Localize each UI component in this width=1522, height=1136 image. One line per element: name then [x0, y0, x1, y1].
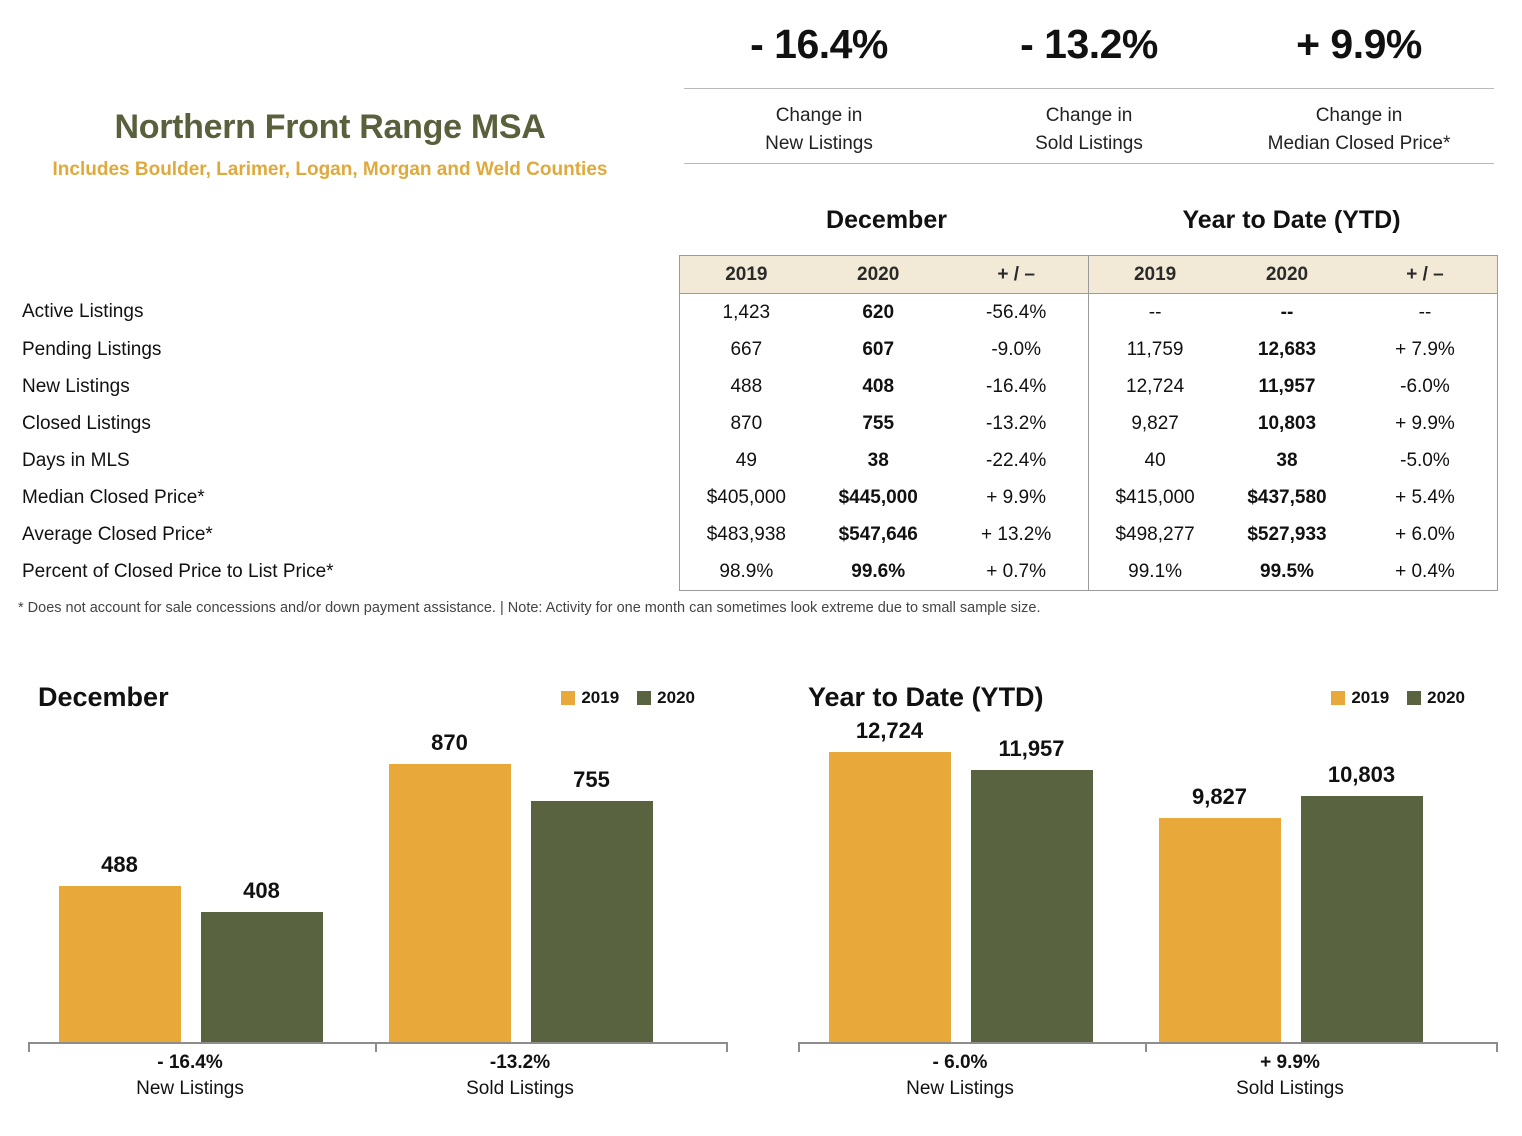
- chart-title: Year to Date (YTD): [808, 682, 1044, 712]
- legend-item-2020: [637, 688, 695, 708]
- row-label: Median Closed Price*: [22, 486, 205, 508]
- chart-ytd: [790, 660, 1520, 1130]
- highlight-label-line1: Change in: [1045, 105, 1133, 126]
- table-header-row: [18, 256, 1498, 294]
- cell-ytd-2019: 40: [1144, 449, 1166, 471]
- bar-value-label: 408: [243, 878, 280, 903]
- cell-ytd-2019: 12,724: [1126, 375, 1185, 397]
- period-header-december: December: [826, 206, 947, 234]
- cell-ytd-2019: 11,759: [1126, 338, 1184, 360]
- cell-ytd-2019: 99.1%: [1089, 553, 1221, 591]
- row-label: Closed Listings: [22, 412, 151, 434]
- divider: [684, 163, 1494, 164]
- table-row: [18, 516, 1498, 553]
- x-label-change: -13.2%: [489, 1052, 551, 1073]
- cell-dec-change: -13.2%: [944, 405, 1089, 442]
- table-row: [18, 405, 1498, 442]
- column-header-ytd-2019: 2019: [1089, 256, 1221, 294]
- cell-ytd-2020: 38: [1276, 449, 1298, 471]
- cell-ytd-change: + 9.9%: [1353, 405, 1498, 442]
- cell-dec-2020: $445,000: [838, 486, 918, 508]
- cell-dec-change: -9.0%: [944, 331, 1089, 368]
- cell-dec-2019: 667: [680, 331, 812, 368]
- bar-value-label: 870: [431, 730, 468, 755]
- highlight-stat: [954, 22, 1224, 67]
- axis-tick: [798, 1042, 800, 1052]
- title-block: [0, 108, 660, 183]
- highlight-stat: [684, 22, 954, 67]
- row-label: Average Closed Price*: [22, 523, 213, 545]
- cell-dec-2020: 620: [862, 301, 895, 323]
- highlight-label-line2: Median Closed Price*: [1267, 132, 1451, 154]
- highlight-label: [1224, 96, 1494, 167]
- cell-dec-2020: $547,646: [838, 523, 918, 545]
- bar-group-sold-listings: [1148, 722, 1433, 1042]
- cell-dec-2020: 607: [862, 338, 895, 360]
- chart-x-axis: [28, 1042, 728, 1044]
- x-label-new-listings: [50, 1052, 330, 1100]
- chart-x-axis: [798, 1042, 1498, 1044]
- chart-x-labels: [20, 1052, 750, 1122]
- cell-ytd-change: + 0.4%: [1353, 553, 1498, 591]
- cell-dec-2019: 49: [680, 442, 812, 479]
- cell-dec-change: -22.4%: [944, 442, 1089, 479]
- cell-ytd-2020: $437,580: [1247, 486, 1327, 508]
- chart-plot-area: [28, 722, 728, 1042]
- bar-value-label: 755: [573, 767, 610, 792]
- highlight-value: - 16.4%: [750, 21, 888, 67]
- chart-title: December: [38, 682, 169, 712]
- highlight-value: - 13.2%: [1020, 21, 1158, 67]
- x-label-text: New Listings: [136, 1078, 244, 1099]
- cell-ytd-change: + 7.9%: [1353, 331, 1498, 368]
- cell-ytd-2019: 9,827: [1131, 412, 1179, 434]
- table-row: [18, 479, 1498, 516]
- legend-swatch-icon: [1407, 691, 1421, 705]
- chart-december: [20, 660, 750, 1130]
- cell-dec-change: + 0.7%: [944, 553, 1089, 591]
- charts-section: [0, 660, 1522, 1130]
- period-header-ytd: Year to Date (YTD): [1182, 206, 1401, 234]
- x-label-text: New Listings: [906, 1078, 1014, 1099]
- cell-ytd-2020: 99.5%: [1221, 553, 1353, 591]
- cell-dec-change: + 9.9%: [944, 479, 1089, 516]
- bar-2019: [389, 730, 511, 1042]
- column-header-ytd-change: + / –: [1353, 256, 1498, 294]
- cell-dec-2019: 870: [680, 405, 812, 442]
- legend-swatch-icon: [561, 691, 575, 705]
- cell-ytd-2019: $498,277: [1115, 523, 1195, 545]
- x-label-change: + 9.9%: [1260, 1052, 1320, 1073]
- bar-group-new-listings: [818, 718, 1103, 1042]
- bar-2020: [971, 736, 1093, 1042]
- cell-dec-change: + 13.2%: [944, 516, 1089, 553]
- cell-dec-2019: 98.9%: [680, 553, 812, 591]
- legend-label: 2019: [581, 688, 620, 707]
- legend-swatch-icon: [1331, 691, 1345, 705]
- table-body: [18, 294, 1498, 591]
- legend-label: 2020: [1427, 688, 1465, 707]
- legend-item-2019: [1331, 688, 1389, 708]
- table-row: [18, 331, 1498, 368]
- row-label: Percent of Closed Price to List Price*: [22, 560, 334, 582]
- cell-ytd-2020: 10,803: [1257, 412, 1317, 434]
- cell-ytd-change: + 6.0%: [1353, 516, 1498, 553]
- row-label: New Listings: [22, 375, 130, 397]
- cell-dec-2020: 755: [862, 412, 895, 434]
- highlight-labels: [684, 96, 1494, 167]
- bar-value-label: 9,827: [1191, 784, 1248, 809]
- bar-group-sold-listings: [378, 722, 663, 1042]
- chart-legend: [561, 688, 695, 708]
- highlight-label-line1: Change in: [775, 105, 863, 126]
- x-label-text: Sold Listings: [1236, 1078, 1344, 1099]
- divider: [684, 88, 1494, 89]
- x-label-sold-listings: [1150, 1052, 1430, 1100]
- legend-swatch-icon: [637, 691, 651, 705]
- cell-ytd-change: -6.0%: [1353, 368, 1498, 405]
- cell-dec-2019: 488: [680, 368, 812, 405]
- cell-dec-change: -56.4%: [944, 294, 1089, 332]
- x-label-text: Sold Listings: [466, 1078, 574, 1099]
- cell-dec-2020: 38: [867, 449, 889, 471]
- legend-label: 2019: [1351, 688, 1390, 707]
- highlight-value: + 9.9%: [1296, 21, 1422, 67]
- table-row: [18, 368, 1498, 405]
- column-header-dec-2020: 2020: [812, 256, 944, 294]
- row-label: Pending Listings: [22, 338, 162, 360]
- row-label: Active Listings: [22, 301, 144, 323]
- cell-dec-change: -16.4%: [944, 368, 1089, 405]
- axis-tick: [375, 1042, 377, 1052]
- legend-item-2019: [561, 688, 619, 708]
- cell-dec-2019: $483,938: [680, 516, 812, 553]
- bar-value-label: 12,724: [855, 718, 924, 743]
- x-label-new-listings: [820, 1052, 1100, 1100]
- column-header-dec-2019: 2019: [680, 256, 812, 294]
- axis-tick: [28, 1042, 30, 1052]
- cell-ytd-2019: $415,000: [1115, 486, 1195, 508]
- cell-dec-2019: 1,423: [680, 294, 812, 332]
- bar-value-label: 488: [101, 852, 138, 877]
- highlight-label: [684, 96, 954, 167]
- stats-table: [18, 255, 1498, 591]
- legend-item-2020: [1407, 688, 1465, 708]
- highlight-stats: [684, 22, 1494, 67]
- axis-tick: [1145, 1042, 1147, 1052]
- stats-table-wrapper: [18, 255, 1498, 591]
- cell-dec-2019: $405,000: [680, 479, 812, 516]
- bar-2019: [1159, 784, 1281, 1042]
- column-header-dec-change: + / –: [944, 256, 1089, 294]
- cell-ytd-2020: --: [1280, 301, 1294, 323]
- x-label-change: - 16.4%: [157, 1052, 223, 1073]
- chart-x-labels: [790, 1052, 1520, 1122]
- highlight-label: [954, 96, 1224, 167]
- x-label-sold-listings: [380, 1052, 660, 1100]
- cell-dec-2020: 408: [862, 375, 895, 397]
- period-headers: [684, 206, 1494, 235]
- column-header-ytd-2020: 2020: [1221, 256, 1353, 294]
- axis-tick: [726, 1042, 728, 1052]
- table-row: [18, 442, 1498, 479]
- page-title: Northern Front Range MSA: [114, 108, 546, 146]
- column-header-metric: [18, 256, 680, 294]
- cell-ytd-change: + 5.4%: [1353, 479, 1498, 516]
- bar-2019: [829, 718, 951, 1042]
- bar-2020: [531, 767, 653, 1042]
- bar-2019: [59, 852, 181, 1042]
- table-row: [18, 553, 1498, 591]
- cell-ytd-change: -5.0%: [1353, 442, 1498, 479]
- cell-ytd-2020: 12,683: [1257, 338, 1317, 360]
- bar-group-new-listings: [48, 722, 333, 1042]
- highlight-label-line2: Sold Listings: [1035, 132, 1143, 154]
- chart-legend: [1331, 688, 1465, 708]
- highlight-stat: [1224, 22, 1494, 67]
- footnote: * Does not account for sale concessions and/or down payment assistance. | Note: Activity for one month can sometimes look extreme due to small sample size.: [18, 600, 1041, 616]
- axis-tick: [1496, 1042, 1498, 1052]
- highlight-label-line2: New Listings: [765, 132, 873, 154]
- chart-plot-area: [798, 718, 1498, 1042]
- cell-ytd-2019: --: [1148, 301, 1162, 323]
- row-label: Days in MLS: [22, 449, 130, 471]
- bar-value-label: 11,957: [998, 736, 1065, 761]
- table-row: [18, 294, 1498, 332]
- bar-2020: [1301, 762, 1423, 1042]
- bar-2020: [201, 878, 323, 1042]
- highlight-label-line1: Change in: [1315, 105, 1403, 126]
- cell-ytd-2020: $527,933: [1247, 523, 1327, 545]
- cell-ytd-2020: 11,957: [1258, 375, 1316, 397]
- x-label-change: - 6.0%: [932, 1052, 988, 1073]
- cell-dec-2020: 99.6%: [812, 553, 944, 591]
- legend-label: 2020: [657, 688, 695, 707]
- bar-value-label: 10,803: [1327, 762, 1396, 787]
- page-subtitle: Includes Boulder, Larimer, Logan, Morgan and Weld Counties: [52, 159, 608, 180]
- cell-ytd-change: --: [1353, 294, 1498, 332]
